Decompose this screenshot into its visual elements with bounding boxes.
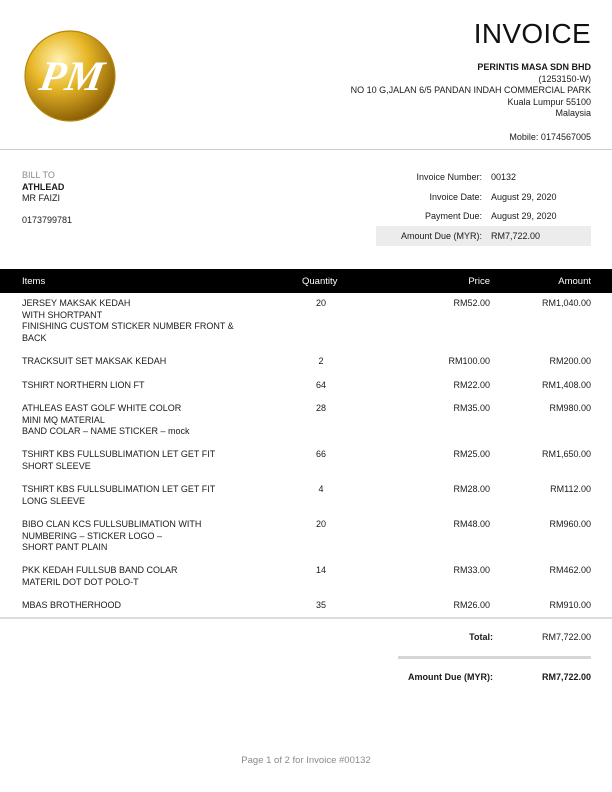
invoice-title: INVOICE [473, 18, 591, 49]
item-line: FINISHING CUSTOM STICKER NUMBER FRONT & [22, 321, 234, 331]
item-description [22, 403, 262, 438]
invoice-date-value: August 29, 2020 [491, 192, 557, 202]
item-quantity: 28 [315, 403, 326, 413]
item-amount: RM910.00 [549, 600, 591, 610]
header-amount: Amount [558, 276, 591, 287]
header-items: Items [22, 276, 46, 287]
item-amount: RM1,650.00 [541, 449, 591, 459]
item-line: ATHLEAS EAST GOLF WHITE COLOR [22, 403, 182, 413]
company-mobile: Mobile: 0174567005 [509, 131, 591, 142]
item-line: MINI MQ MATERIAL [22, 414, 105, 425]
invoice-number-row [376, 167, 591, 187]
item-price: RM22.00 [453, 380, 490, 390]
item-price: RM28.00 [453, 484, 490, 494]
payment-due-row [376, 206, 591, 226]
item-price: RM25.00 [453, 449, 490, 459]
item-price: RM26.00 [453, 600, 490, 610]
total-label: Total: [469, 632, 493, 642]
company-address-1: NO 10 G,JALAN 6/5 PANDAN INDAH COMMERCIAL PARK [350, 85, 591, 96]
amount-due-label: Amount Due (MYR): [400, 231, 482, 241]
item-line: BAND COLAR – NAME STICKER – mock [22, 426, 190, 436]
item-description [22, 600, 262, 612]
item-line: MBAS BROTHERHOOD [22, 600, 122, 610]
header-divider [0, 149, 612, 150]
total-value: RM7,722.00 [541, 632, 591, 642]
item-description [22, 356, 262, 368]
item-line: BIBO CLAN KCS FULLSUBLIMATION WITH [22, 519, 202, 529]
company-block [351, 62, 591, 144]
item-amount: RM200.00 [549, 356, 591, 366]
company-address-2: Kuala Lumpur 55100 [507, 96, 591, 107]
item-amount: RM112.00 [550, 484, 591, 494]
company-reg: (1253150-W) [538, 73, 591, 84]
item-line: TSHIRT KBS FULLSUBLIMATION LET GET FIT [22, 484, 216, 494]
item-price: RM100.00 [448, 356, 490, 366]
payment-due-value: August 29, 2020 [491, 211, 557, 221]
item-line: PKK KEDAH FULLSUB BAND COLAR [22, 565, 178, 575]
total-divider [398, 656, 591, 659]
item-quantity: 66 [315, 449, 326, 459]
item-price: RM35.00 [453, 403, 490, 413]
items-table-header [0, 269, 612, 293]
item-amount: RM980.00 [549, 403, 591, 413]
item-line: MATERIL DOT DOT POLO-T [22, 576, 139, 587]
item-amount: RM1,040.00 [541, 298, 591, 308]
item-line: JERSEY MAKSAK KEDAH [22, 298, 131, 308]
item-price: RM33.00 [453, 565, 490, 575]
final-amount-due-label: Amount Due (MYR): [408, 672, 493, 682]
item-description [22, 380, 262, 392]
invoice-number-label: Invoice Number: [416, 172, 482, 182]
item-line: NUMBERING – STICKER LOGO – [22, 530, 163, 541]
table-bottom-divider [0, 617, 612, 619]
bill-to-customer: ATHLEAD [22, 181, 65, 192]
amount-due-value: RM7,722.00 [491, 231, 541, 241]
item-price: RM48.00 [453, 519, 490, 529]
item-amount: RM462.00 [549, 565, 591, 575]
item-description [22, 484, 262, 507]
bill-to-phone: 0173799781 [22, 214, 73, 225]
item-price: RM52.00 [453, 298, 490, 308]
bill-to-block [22, 170, 72, 226]
final-amount-due-value: RM7,722.00 [541, 672, 591, 682]
amount-due-row [376, 226, 591, 246]
invoice-number-value: 00132 [491, 172, 517, 182]
item-amount: RM960.00 [549, 519, 591, 529]
item-quantity: 20 [315, 298, 326, 308]
item-line: SHORT SLEEVE [22, 460, 91, 471]
item-quantity: 35 [315, 600, 326, 610]
item-description [22, 449, 262, 472]
logo-text: PM [36, 53, 108, 100]
company-logo [24, 30, 116, 122]
header-price: Price [468, 276, 490, 287]
item-line: WITH SHORTPANT [22, 309, 103, 320]
header-quantity: Quantity [302, 276, 338, 287]
item-quantity: 14 [315, 565, 326, 575]
invoice-date-row [376, 187, 591, 207]
invoice-date-label: Invoice Date: [429, 192, 482, 202]
bill-to-contact: MR FAIZI [22, 193, 60, 203]
item-line: TSHIRT NORTHERN LION FT [22, 380, 145, 390]
item-line: SHORT PANT PLAIN [22, 542, 108, 552]
payment-due-label: Payment Due: [424, 211, 482, 221]
page-footer: Page 1 of 2 for Invoice #00132 [241, 755, 371, 766]
item-description [22, 565, 262, 588]
item-quantity: 64 [315, 380, 326, 390]
item-line: LONG SLEEVE [22, 495, 86, 506]
item-description [22, 298, 262, 344]
item-line: BACK [22, 332, 47, 343]
item-amount: RM1,408.00 [541, 380, 591, 390]
item-quantity: 4 [318, 484, 324, 494]
item-quantity: 2 [318, 356, 324, 366]
bill-to-label: BILL TO [22, 170, 55, 180]
company-name: PERINTIS MASA SDN BHD [477, 62, 591, 72]
item-line: TSHIRT KBS FULLSUBLIMATION LET GET FIT [22, 449, 216, 459]
company-address-3: Malaysia [555, 108, 591, 119]
item-line: TRACKSUIT SET MAKSAK KEDAH [22, 356, 167, 366]
item-quantity: 20 [315, 519, 326, 529]
item-description [22, 519, 262, 554]
